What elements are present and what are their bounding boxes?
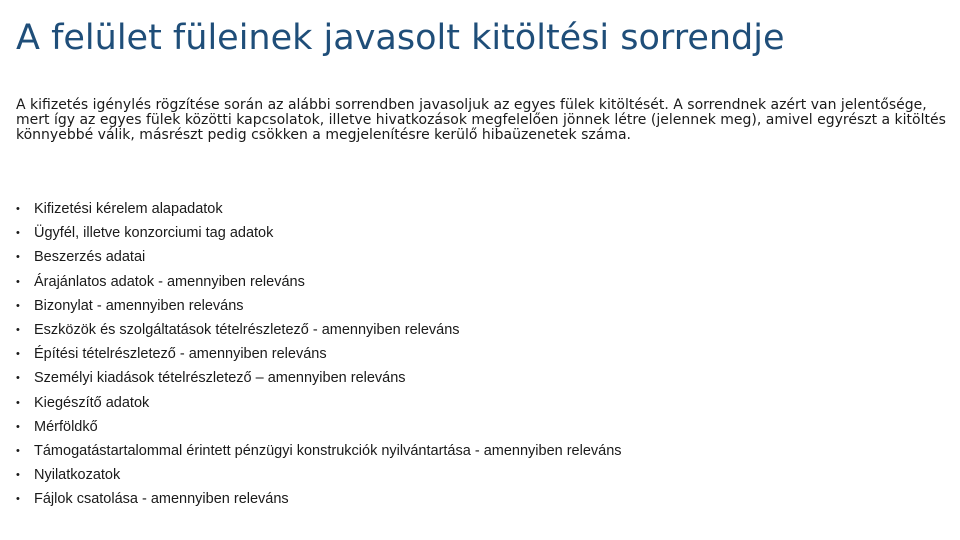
list-item-label: Építési tételrészletező - amennyiben releváns: [34, 346, 327, 363]
list-item: [16, 221, 622, 245]
bullet-icon: •: [16, 348, 20, 361]
list-item-label: Eszközök és szolgáltatások tételrészletező - amennyiben releváns: [34, 321, 460, 338]
tab-order-list: [16, 197, 622, 511]
bullet-icon: •: [16, 444, 20, 457]
list-item: [16, 463, 622, 487]
bullet-icon: •: [16, 227, 20, 240]
list-item: [16, 318, 622, 342]
list-item: [16, 439, 622, 463]
list-item-label: Beszerzés adatai: [34, 249, 146, 266]
bullet-icon: •: [16, 420, 20, 433]
list-item: [16, 270, 622, 294]
list-item-label: Személyi kiadások tételrészletező – amennyiben releváns: [34, 370, 406, 387]
page-title: A felület füleinek javasolt kitöltési sorrendje: [16, 18, 785, 58]
list-item: [16, 487, 622, 511]
bullet-icon: •: [16, 203, 20, 215]
list-item: [16, 366, 622, 390]
list-item-label: Ügyfél, illetve konzorciumi tag adatok: [34, 225, 274, 242]
bullet-icon: •: [16, 299, 20, 312]
bullet-icon: •: [16, 251, 20, 264]
bullet-icon: •: [16, 372, 20, 385]
bullet-icon: •: [16, 275, 20, 288]
list-item-label: Nyilatkozatok: [34, 467, 121, 484]
bullet-icon: •: [16, 493, 20, 506]
list-item: [16, 342, 622, 366]
list-item-label: Árajánlatos adatok - amennyiben releváns: [34, 273, 305, 290]
list-item: [16, 245, 622, 269]
intro-paragraph: A kifizetés igénylés rögzítése során az alábbi sorrendben javasoljuk az egyes fülek kitöltését. A sorrendnek azért van jelentősége, mert így az egyes fülek közötti kapcsolatok, illetve hivatkozások megfelelően jönnek létre (jelennek meg), amivel egyrészt a kitöltés könnyebbé válik, másrészt pedig csökken a megjelenítésre kerülő hibaüzenetek száma.: [16, 97, 946, 143]
list-item: [16, 197, 622, 221]
list-item-label: Bizonylat - amennyiben releváns: [34, 297, 244, 314]
bullet-icon: •: [16, 396, 20, 409]
bullet-icon: •: [16, 469, 20, 482]
list-item-label: Mérföldkő: [34, 418, 98, 435]
bullet-icon: •: [16, 323, 20, 336]
list-item-label: Kifizetési kérelem alapadatok: [34, 201, 223, 217]
list-item-label: Kiegészítő adatok: [34, 394, 150, 411]
list-item: [16, 415, 622, 439]
list-item: [16, 391, 622, 415]
list-item-label: Támogatástartalommal érintett pénzügyi konstrukciók nyilvántartása - amennyiben releváns: [34, 442, 622, 459]
list-item-label: Fájlok csatolása - amennyiben releváns: [34, 491, 289, 508]
list-item: [16, 294, 622, 318]
